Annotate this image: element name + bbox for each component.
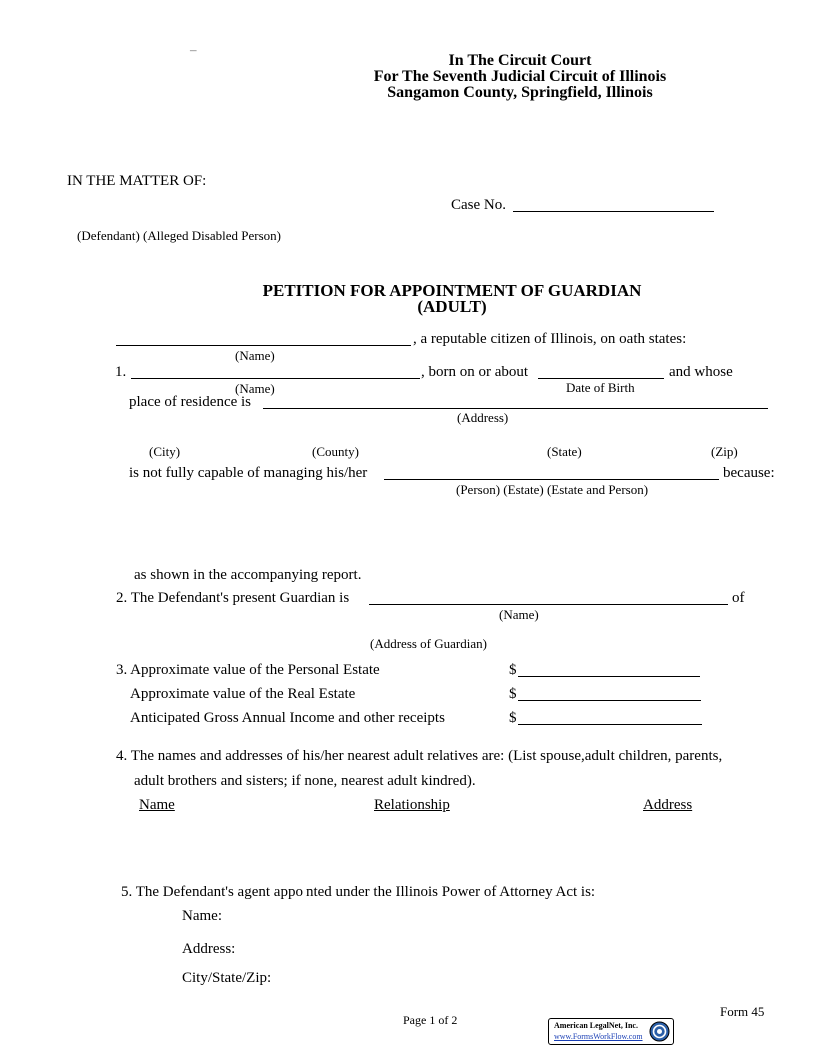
agent-address-label: Address: bbox=[182, 941, 236, 957]
form-number: Form 45 bbox=[720, 1004, 765, 1019]
county-caption: (County) bbox=[312, 444, 359, 459]
state-caption: (State) bbox=[547, 444, 582, 459]
case-no-field[interactable] bbox=[513, 211, 714, 212]
whose-text: and whose bbox=[669, 364, 733, 380]
zip-caption: (Zip) bbox=[711, 444, 738, 459]
real-dollar-sign: $ bbox=[509, 686, 517, 702]
case-no-label: Case No. bbox=[451, 197, 506, 213]
logo-company-name: American LegalNet, Inc. bbox=[554, 1021, 638, 1030]
petitioner-name-field[interactable] bbox=[116, 345, 411, 346]
relatives-text-line2: adult brothers and sisters; if none, nearest adult kindred). bbox=[134, 773, 476, 789]
guardian-name-caption: (Name) bbox=[499, 607, 539, 622]
personal-estate-label: 3. Approximate value of the Personal Estate bbox=[116, 662, 380, 678]
real-estate-label: Approximate value of the Real Estate bbox=[130, 686, 356, 702]
guardian-name-field[interactable] bbox=[369, 604, 728, 605]
personal-dollar-sign: $ bbox=[509, 662, 517, 678]
defendant-caption: (Defendant) (Alleged Disabled Person) bbox=[77, 228, 281, 243]
report-text: as shown in the accompanying report. bbox=[134, 567, 362, 583]
date-of-birth-field[interactable] bbox=[538, 378, 664, 379]
defendant-name-field[interactable] bbox=[131, 378, 420, 379]
income-dollar-sign: $ bbox=[509, 710, 517, 726]
court-header-line1: In The Circuit Court bbox=[448, 52, 592, 69]
court-header-line2: For The Seventh Judicial Circuit of Illinois bbox=[373, 68, 667, 85]
city-caption: (City) bbox=[149, 444, 181, 459]
logo-website-link[interactable]: www.FormsWorkFlow.com bbox=[554, 1032, 643, 1041]
relatives-col-address: Address bbox=[643, 797, 693, 813]
agent-text-part1: 5. The Defendant's agent appo bbox=[121, 884, 303, 900]
petitioner-name-caption: (Name) bbox=[235, 348, 275, 363]
personal-estate-field[interactable] bbox=[518, 676, 700, 677]
relatives-col-name: Name bbox=[139, 797, 175, 813]
relatives-text-line1: 4. The names and addresses of his/her nearest adult relatives are: (List spouse,adult children, parents, bbox=[116, 748, 723, 764]
of-text: of bbox=[732, 590, 745, 606]
estate-caption: (Person) (Estate) (Estate and Person) bbox=[456, 482, 649, 497]
petition-title: PETITION FOR APPOINTMENT OF GUARDIAN bbox=[262, 281, 642, 300]
agent-csz-label: City/State/Zip: bbox=[182, 970, 272, 986]
born-text: , born on or about bbox=[421, 364, 529, 380]
item2-text: 2. The Defendant's present Guardian is bbox=[116, 590, 350, 606]
corner-mark: – bbox=[190, 42, 197, 57]
estate-type-field[interactable] bbox=[384, 479, 719, 480]
residence-label: place of residence is bbox=[129, 394, 252, 410]
guardian-address-caption: (Address of Guardian) bbox=[370, 636, 487, 651]
income-field[interactable] bbox=[518, 724, 702, 725]
american-legalnet-logo[interactable] bbox=[548, 1018, 674, 1045]
oath-text: , a reputable citizen of Illinois, on oath states: bbox=[413, 331, 687, 347]
agent-text bbox=[121, 884, 595, 901]
petition-subtitle: (ADULT) bbox=[417, 297, 487, 316]
item1-number: 1. bbox=[115, 364, 127, 380]
address-caption: (Address) bbox=[457, 410, 509, 425]
page-number: Page 1 of 2 bbox=[403, 1013, 458, 1027]
defendant-name-caption: (Name) bbox=[235, 381, 275, 396]
relatives-col-relationship: Relationship bbox=[374, 797, 450, 813]
in-the-matter-label: IN THE MATTER OF: bbox=[67, 173, 207, 189]
income-label: Anticipated Gross Annual Income and other receipts bbox=[130, 710, 445, 726]
capable-text: is not fully capable of managing his/her bbox=[129, 465, 368, 481]
dob-caption: Date of Birth bbox=[566, 380, 635, 395]
agent-name-label: Name: bbox=[182, 908, 222, 924]
court-header-line3: Sangamon County, Springfield, Illinois bbox=[387, 84, 653, 101]
residence-address-field[interactable] bbox=[263, 408, 768, 409]
because-text: because: bbox=[723, 465, 775, 481]
globe-icon bbox=[649, 1021, 670, 1042]
real-estate-field[interactable] bbox=[518, 700, 701, 701]
agent-text-part2: nted under the Illinois Power of Attorney Act is: bbox=[305, 884, 596, 900]
